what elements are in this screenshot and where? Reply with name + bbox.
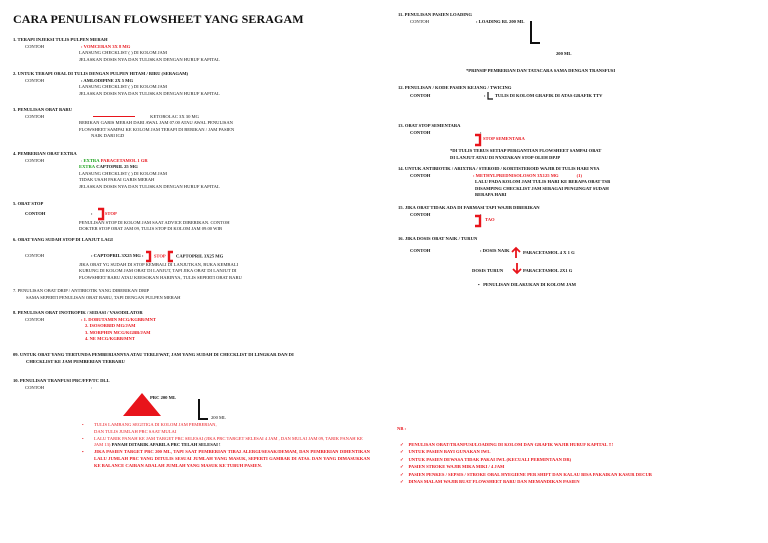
s1-line: JELASKAN DOSIS NYA DAN TULISKAN DENGAN HURUF KAPITAL: [79, 56, 220, 62]
s8-drug: 3. MORPHIN MCG/KGBB/JAM: [85, 329, 151, 335]
section-2: [13, 71, 220, 97]
section-6: [13, 237, 242, 281]
s11-drug: : LOADING RL 200 ML: [476, 18, 525, 24]
s4-line: JELASKAN DOSIS NYA DAN TULISKAN DENGAN HURUF KAPITAL: [79, 183, 220, 189]
nb-item: DINAS MALAM WAJIB BUAT FLOWSHEET BARU DAN MEMANDIKAN PASIEN: [408, 479, 580, 485]
bracket-red-icon: [145, 251, 153, 262]
contoh-label: CONTOH: [25, 210, 46, 216]
s6-line: FLOWSHEET BARU ATAU KEESOKAN HARINYA, TULIS SEPERTI OBAT BARU: [79, 274, 242, 280]
s2-drug: : AMLODIPINE 2X 5 MG: [81, 77, 134, 83]
nb-item: PASIEN PENKES / SEPSIS / STROKE OBAL HYEGIENE PER SHIFT DAN KALAU BISA PAKAIKAN KASUR DECUB: [408, 471, 652, 477]
contoh-label: CONTOH: [410, 247, 431, 253]
nb-item: UNTUK PASIEN BAYI GUNAKAN IWL: [408, 449, 491, 455]
s8-drug: 2. ISOSORBID MG/JAM: [85, 323, 136, 329]
stop-sementara-label: STOP SEMENTARA: [483, 136, 525, 141]
nb-item: PASIEN STROKE WAJIB MIKA MIKI / 4 JAM: [408, 464, 505, 470]
section-4-heading: 4. PEMBERIAN OBAT EXTRA: [13, 151, 77, 156]
nb-list: ✓ PENULISAN OBAT/TRANFUSI/LOADING DI KOLOM DAN GRAFIK WAJIB HURUF KAPITAL !!! ✓ UNTUK PASIEN BAYI GUNAKAN IWL ✓ UNTUK PASIEN DEWASA TIDAK PAKAI IWL (KECUALI PERMINTAAN DR) ✓ PASIEN STROKE WAJIB MIKA MIKI / 4 JAM ✓ PASIEN PENKES / SEPSIS / STROKE OBAL HYEGIENE PER SHIFT DAN KALAU BISA PAKAIKAN KASUR DECUB ✓ DINAS MALAM WAJIB BUAT FLOWSHEET BARU DAN MEMANDIKAN PASIEN: [400, 442, 652, 485]
s2-line: LANSUNG CHECKLIST ( ) DI KOLOM JAM: [79, 84, 167, 90]
dosis-turun-value: PARACETAMOL 2X1 G: [523, 268, 573, 273]
s9-line: CHECKLIST KE JAM PEMBERIAN TERBARU: [26, 358, 125, 364]
section-3-heading: 3. PENULISAN OBAT BARU: [13, 107, 73, 112]
s3-drug: KETOROLAC 3X 30 MG: [150, 113, 199, 119]
contoh-label: CONTOH: [25, 384, 45, 390]
section-4: 4. PEMBERIAN OBAT EXTRA CONTOH : EXTRA PARACETAMOL 1 GR EXTRA CAPTOPRIL 25 MG LANSUNG CHECKLIST ( ) DI KOLOM JAM TIDAK USAH PAKAI GARIS MERAH JELASKAN DOSIS NYA DAN TULISKAN DENGAN HURUF KAPITAL: [13, 151, 220, 189]
contoh-label: CONTOH: [25, 157, 45, 163]
s6-drug: : CAPTOPRIL 3X25 MG :: [91, 253, 144, 259]
contoh-label: CONTOH: [25, 113, 45, 119]
extra-label: EXTRA: [79, 164, 96, 170]
section-15-heading: 15. JIKA OBAT TIDAK ADA DI FARMASI TAPI WAJIB DIBERIKAN: [398, 205, 540, 210]
contoh-label: CONTOH: [410, 172, 431, 178]
section-16-heading: 16. JIKA DOSIS OBAT NAIK / TURUN: [398, 236, 478, 241]
s14-line: LALU PADA KOLOM JAM TULIS HARI KE BERAPA OBAT TSB: [475, 179, 611, 185]
dosis-naik-value: PARACETAMOL 4 X 1 G: [523, 250, 575, 255]
s4-line: TIDAK USAH PAKAI GARIS MERAH: [79, 177, 155, 183]
s7-line: SAMA SEPERTI PENULISAN OBAT BARU, TAPI DENGAN PULPEN MERAH: [26, 294, 181, 300]
s14-line: BERAPA HARI: [475, 192, 507, 198]
section-12-heading: 12. PENULISAN / KODE PASIEN KEJANG / TWICING: [398, 85, 512, 90]
s6-drug: CAPTOPRIL 3X25 MG: [176, 253, 224, 259]
s14-line: DISAMPING CHECKLIST JAM SEBAGAI PENGINGAT SUDAH: [475, 185, 609, 191]
s16-note-text: PENULISAN DILAKUKAN DI KOLOM JAM: [483, 282, 576, 287]
section-3: [13, 107, 234, 140]
s5-line: PENULISAN STOP DI KOLOM JAM SAAT ADVICE DIBERIKAN. CONTOH: [79, 219, 230, 225]
bracket-red-icon: [96, 208, 106, 220]
tao-label: TAO: [485, 217, 495, 222]
contoh-label: CONTOH: [410, 129, 431, 135]
bracket-red-icon: [167, 251, 175, 262]
s13-note: *DI TULIS TERUS SETIAP PERGANTIAN FLOWSHEET SAMPAI OBAT: [450, 148, 602, 153]
s9-line: 09. UNTUK OBAT YANG TERTUNDA PEMBERIANNYA ATAU TERLEWAT, JAM YANG SUDAH DI CHECKLIST DI LINGKAR DAN DI: [13, 352, 294, 357]
s3-line: NAIK DARI IGD: [91, 133, 125, 139]
section-9: [13, 352, 294, 365]
contoh-label: CONTOH: [25, 316, 45, 322]
arrow-up-red-icon: [511, 247, 521, 259]
s13-note: DI LANJUT ATAU DI NYATAKAN STOP OLEH DPJP: [450, 155, 561, 160]
nb-item: UNTUK PASIEN DEWASA TIDAK PAKAI IWL (KECUALI PERMINTAAN DR): [408, 456, 572, 462]
s4-drug: CAPTOPRIL 25 MG: [96, 164, 138, 170]
s10-note-bold: PANAH DITARIK APABILA PRC TELAH SELESAI !: [111, 442, 221, 448]
dosis-naik-label: : DOSIS NAIK: [480, 247, 510, 253]
s3-line: BERIKAN GARIS MERAH DARI AWAL JAM 07.00 ATAU AWAL PENULISAN: [79, 120, 233, 126]
day-count: (1): [576, 172, 582, 178]
extra-label: EXTRA: [83, 157, 100, 163]
contoh-label: CONTOH: [410, 18, 430, 24]
bracket-red-icon: [473, 134, 483, 146]
s7-line: 7. PENULISAN OBAT DRIP / ANTIBIOTIK YANG DIBERIKAN DRIP: [13, 288, 150, 293]
section-13: 13. OBAT STOP SEMENTARA CONTOH :: [398, 123, 482, 135]
dosis-turun-label: DOSIS TURUN: [472, 268, 504, 273]
prc-label: PRC 200 ML: [150, 395, 177, 400]
section-8: [13, 310, 156, 343]
section-1-heading: 1. TERAPI INJEKSI TULIS PULPEN MERAH: [13, 37, 108, 42]
s10-note: LALU TARIK PANAH KE JAM TARGET PRC SELESAI (JIKA PRC TARGET SELESAI 4 JAM , DAN MULAI JAM 09, TARIK PANAH KE JAM 13): [94, 435, 363, 448]
contoh-label: CONTOH: [25, 43, 45, 49]
s6-line: KURUNG DI KOLOM JAM OBAT DI LANJUT, TAPI JIKA OBAT DI LANJUT DI: [79, 268, 237, 274]
section-11-heading: 11. PENULISAN PASIEN LOADING: [398, 12, 472, 17]
bracket-arrow-icon: [196, 398, 210, 422]
s11-note: *PRINSIP PEMBERIAN DAN TATACARA SAMA DENGAN TRANSFUSI: [466, 68, 616, 73]
section-14: [398, 166, 610, 199]
page-title: CARA PENULISAN FLOWSHEET YANG SERAGAM: [13, 12, 304, 26]
s4-drug: PARACETAMOL 1 GR: [100, 157, 148, 163]
s10-note: DAN TULIS JUMLAH PRC SAAT MULAI: [94, 428, 177, 434]
bracket-arrow-icon: [528, 20, 542, 46]
section-8-heading: 8. PENULISAN OBAT INOTROPIK / SEDASI / VASODILATOR: [13, 310, 143, 315]
s8-drug: 4. NE MCG/KGBB/MNT: [85, 336, 135, 342]
s3-line: FLOWSHEET SAMPAI KE KOLOM JAM TERAPI DI BERIKAN / JAM PASIEN: [79, 126, 235, 132]
section-10-heading: 10. PENULISAN TRANFUSI PRC/FFP/TC DLL: [13, 378, 110, 383]
contoh-label: CONTOH: [410, 211, 431, 217]
section-2-heading: 2. UNTUK TERAPI ORAL DI TULIS DENGAN PULPEN HITAM / BIRU (SERAGAM): [13, 71, 189, 76]
bracket-red-icon: [473, 215, 483, 227]
section-15: 15. JIKA OBAT TIDAK ADA DI FARMASI TAPI WAJIB DIBERIKAN CONTOH :: [398, 205, 540, 217]
section-5: 5. OBAT STOP CONTOH : STOP PENULISAN STOP DI KOLOM JAM SAAT ADVICE DIBERIKAN. CONTOH DOKTER STOP OBAT JAM 09, TULIS STOP DI KOLOM JAM 09.00 WIB: [13, 201, 230, 232]
section-14-heading: 14. UNTUK ANTIBIOTIK / ARIXTRA / STEROID / KORTISTEROID WAJIB DI TULIS HARI NYA: [398, 166, 600, 171]
contoh-label: CONTOH: [25, 253, 45, 259]
section-10-notes: [80, 422, 370, 470]
section-10: 10. PENULISAN TRANFUSI PRC/FFP/TC DLL CONTOH :: [13, 378, 110, 390]
contoh-label: CONTOH: [25, 77, 45, 83]
s16-note: • PENULISAN DILAKUKAN DI KOLOM JAM: [478, 282, 576, 287]
prc-ml: 200 ML: [211, 415, 226, 420]
contoh-label: CONTOH: [410, 92, 431, 98]
s10-note: JIKA PASIEN TARGET PRC 200 ML, TAPI SAAT PEMBERIAN TIBA2 ALERGI/SESAK/DEMAM, DAN PEMBERIAN DIHENTIKAN LALU JUMLAH PRC YANG DITULIS SESUAI JUMLAH YANG MASUK, SEPERTI GAMBAR DI ATAS. DAN YANG DIMASUKKAN KE BALANCE CAIRAN ADALAH JUMLAH YANG MASUK KE TUBUH PASIEN.: [94, 449, 370, 468]
s8-drug: : 1. DOBUTAMIN MCG/KGBB/MNT: [81, 316, 156, 322]
section-1: [13, 37, 220, 63]
section-6-heading: 6. OBAT YANG SUDAH STOP DI LANJUT LAGI: [13, 237, 113, 242]
s4-line: LANSUNG CHECKLIST ( ) DI KOLOM JAM: [79, 170, 167, 176]
section-11: [398, 12, 525, 25]
s5-line: DOKTER STOP OBAT JAM 09, TULIS STOP DI KOLOM JAM 09.00 WIB: [79, 226, 223, 232]
s6-line: JIKA OBAT YG SUDAH DI STOP KEMBALI DI LANJUTKAN, BUKA KEMBALI: [79, 261, 239, 267]
section-5-heading: 5. OBAT STOP: [13, 201, 44, 206]
section-12: 12. PENULISAN / KODE PASIEN KEJANG / TWICING CONTOH : TULIS DI KOLOM GRAFIK DI ATAS GRAFIK TTV: [398, 85, 603, 98]
s10-note: TULIS LAMBANG SEGITIGA DI KOLOM JAM PEMBERIAN,: [94, 422, 217, 427]
loading-ml: 200 ML: [556, 51, 572, 56]
stop-label: STOP: [153, 253, 166, 259]
s1-line: LANSUNG CHECKLIST ( ) DI KOLOM JAM: [79, 50, 167, 56]
section-16: [398, 236, 510, 254]
stop-label: STOP: [104, 210, 117, 216]
s2-line: JELASKAN DOSIS NYA DAN TULISKAN DENGAN HURUF KAPITAL: [79, 90, 220, 96]
red-line-marker: [93, 116, 135, 118]
s12-line: TULIS DI KOLOM GRAFIK DI ATAS GRAFIK TTV: [494, 92, 603, 98]
section-13-heading: 13. OBAT STOP SEMENTARA: [398, 123, 461, 128]
section-7: [13, 288, 181, 301]
arrow-down-red-icon: [512, 262, 522, 274]
s14-drug: : METHYLPREDNISOLOSON 3X125 MG: [473, 172, 559, 178]
nb-item: PENULISAN OBAT/TRANFUSI/LOADING DI KOLOM DAN GRAFIK WAJIB HURUF KAPITAL !!!: [408, 442, 614, 447]
bracket-icon: [487, 92, 494, 100]
nb-label: NB :: [397, 426, 407, 431]
s1-drug: : VOMCERAN 3X 8 MG: [81, 43, 131, 49]
